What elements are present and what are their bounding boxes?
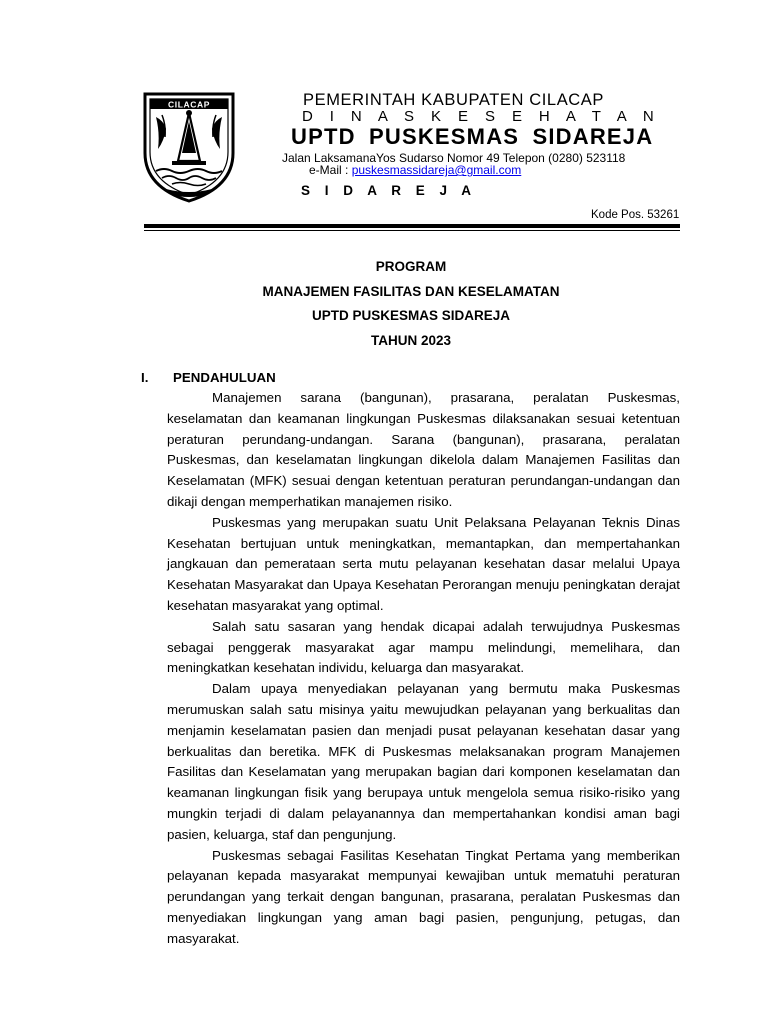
paragraph: Salah satu sasaran yang hendak dicapai adalah terwujudnya Puskesmas sebagai penggerak masyarakat agar mampu melindungi, memelihara, dan meningkatkan kesehatan individu, keluarga dan masyarakat. [167,618,680,676]
document-title-block [140,257,682,355]
letterhead-divider-thick [144,224,680,228]
letterhead [0,0,768,240]
paragraph: Dalam upaya menyediakan pelayanan yang bermutu maka Puskesmas merumuskan salah satu misinya yaitu mewujudkan pelayanan yang berkualitas dan menjamin keselamatan pasien dan menjadi pusat pelayanan kesehatan dasar yang berkualitas dan beretika. MFK di Puskesmas melaksanakan program Manajemen Fasilitas dan Keselamatan yang merupakan bagian dari komponen keselamatan dan keamanan lingkungan fisik yang berupaya untuk mengelola semua risiko-risiko yang mungkin terjadi di dalam pelayanannya dan mempertahankan kondisi aman bagi pasien, keluarga, staf dan pengunjung. [167,681,680,842]
letterhead-divider-thin [144,230,680,231]
paragraph: Puskesmas sebagai Fasilitas Kesehatan Tingkat Pertama yang memberikan pelayanan kepada masyarakat mempunyai kewajiban untuk mematuhi peraturan perundangan yang terkait dengan bangunan, prasarana, peralatan Puskesmas dan menyediakan lingkungan yang aman bagi pasien, pengunjung, petugas, dan masyarakat. [167,847,680,946]
document-body [167,388,680,950]
paragraph: Puskesmas yang merupakan suatu Unit Pelaksana Pelayanan Teknis Dinas Kesehatan bertujuan untuk meningkatkan, memantapkan, dan mempertahankan jangkauan dan pemerataan serta mutu pelayanan kesehatan dasar melalui Upaya Kesehatan Masyarakat dan Upaya Kesehatan Perorangan menuju peningkatan derajat kesehatan masyarakat yang optimal. [167,514,680,613]
section-title: PENDAHULUAN [173,370,276,385]
section-number: I. [141,370,149,385]
title-institution: UPTD PUSKESMAS SIDAREJA [311,308,511,323]
letterhead-address: Jalan LaksamanaYos Sudarso Nomor 49 Telepon (0280) 523118 [282,151,626,165]
letterhead-institution: UPTD PUSKESMAS SIDAREJA [291,124,654,149]
paragraph: Manajemen sarana (bangunan), prasarana, peralatan Puskesmas, keselamatan dan keamanan lingkungan Puskesmas dilaksanakan sesuai ketentuan peraturan perundang-undangan. Sarana (bangunan), prasarana, peralatan Puskesmas, dan keselamatan lingkungan dikelola dalam Manajemen Fasilitas dan Keselamatan (MFK) sesuai dengan ketentuan peraturan perundangan-undangan dan dikaji dengan memperhatikan manajemen risiko. [167,390,680,509]
logo-text: CILACAP [168,99,210,110]
letterhead-department: D I N A S K E S E H A T A N [302,108,661,125]
title-year: TAHUN 2023 [370,332,452,348]
letterhead-city: S I D A R E J A [301,183,477,198]
letterhead-government: PEMERINTAH KABUPATEN CILACAP [303,91,605,109]
email-label: e-Mail : [309,163,352,177]
letterhead-email-line [309,163,521,177]
cilacap-coat-of-arms-icon [142,91,236,203]
section-heading [141,370,276,385]
email-link[interactable]: puskesmassidareja@gmail.com [351,163,522,177]
title-subject: MANAJEMEN FASILITAS DAN KESELAMATAN [262,283,560,299]
letterhead-postal-code: Kode Pos. 53261 [591,209,680,221]
title-program: PROGRAM [375,259,447,274]
